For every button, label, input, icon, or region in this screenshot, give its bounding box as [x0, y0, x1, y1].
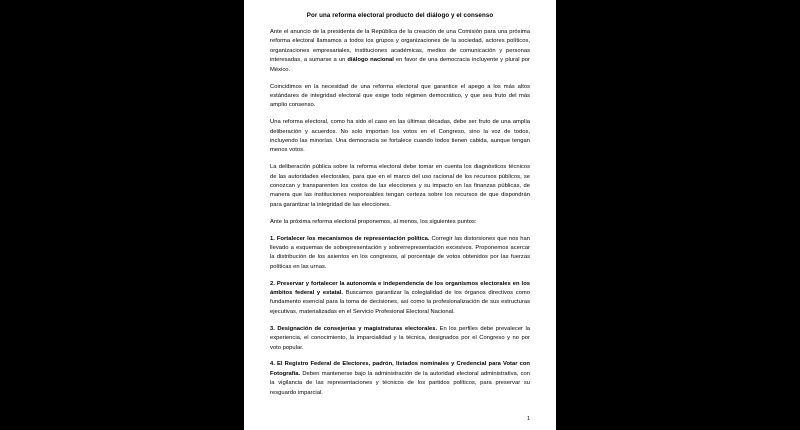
paragraph-text: Corregir las distorsiones que nos han llevado a esquemas de sobrepresentación y sobrerrepresentación excesivos. Proponemos acercar la distribución de los asientos en los congresos, al porcentaje de votos obtenidos por las fuerzas políticas en las urnas. [270, 235, 530, 270]
paragraph-text: en favor de una democracia incluyente y plural por México. [270, 57, 530, 73]
paragraph-text: Una reforma electoral, como ha sido el caso en las últimas décadas, debe ser fruto de una amplia deliberación y acuerdos. No solo importan los votos en el Congreso, sino la voz de todos, incluyendo las minorías. Una democracia se fortalece cuando todos tienen cabida, aunque tengan menos votos. [270, 119, 530, 154]
paragraph-text: Ante el anuncio de la presidenta de la República de la creación de una Comisión para una próxima reforma electoral llamamos a todos los grupos y organizaciones de la sociedad, actores políticos, organizaciones empresariales, instituciones académicas, medios de comunicación y personas interesadas, a sumarse a un [270, 29, 530, 64]
paragraph [270, 360, 530, 398]
paragraph-text: Ante la próxima reforma electoral proponemos, al menos, los siguientes puntos: [270, 218, 477, 225]
document-body [270, 28, 530, 398]
paragraph [270, 325, 530, 353]
paragraph-text: Deben mantenerse bajo la administración de la autoridad electoral administrativa, con la vigilancia de las representaciones y técnicos de los partidos políticos, para preservar su resguardo imparcial. [270, 370, 530, 396]
paragraph-lead-in: 3. Designación de consejerías y magistraturas electorales. [270, 325, 438, 332]
paragraph-lead-in: 4. El Registro Federal de Electores, padrón, listados nominales y Credencial para Votar con Fotografía. [270, 361, 530, 377]
paragraph [270, 218, 530, 227]
paragraph-text: En los perfiles debe prevalecer la experiencia, el conocimiento, la imparcialidad y la técnica, designados por el Congreso y no por voto popular. [270, 325, 531, 351]
paragraph [270, 28, 530, 75]
paragraph [270, 163, 530, 210]
paragraph-lead-in: diálogo nacional [347, 57, 394, 64]
paragraph [270, 235, 530, 273]
paragraph-text: La deliberación pública sobre la reforma electoral debe tomar en cuenta los diagnósticos técnicos de las autoridades electorales, para que en el marco del uso racional de los recursos públicos, se conozcan y transparenten los costos de las elecciones y su impacto en las finanzas públicas, de manera que las instituciones responsables tengan certeza sobre los recursos de que dispondrán para garantizar la integridad de las elecciones. [270, 164, 530, 208]
paragraph-text: Buscamos garantizar la colegialidad de los órganos directivos como fundamento esencial para la toma de decisiones, así como la profesionalización de sus estructuras ejecutivas, materializadas en el Servicio Profesional Electoral Nacional. [270, 290, 530, 315]
paragraph [270, 280, 530, 318]
paragraph [270, 83, 530, 111]
paragraph [270, 118, 530, 156]
paragraph-lead-in: 2. Preservar y fortalecer la autonomía e independencia de los organismos electorales en los ámbitos federal y estatal. [270, 280, 530, 297]
paragraph-lead-in: 1. Fortalecer los mecanismos de representación política. [270, 235, 430, 242]
page-title: Por una reforma electoral producto del diálogo y el consenso [306, 12, 494, 19]
document-page [244, 0, 556, 430]
paragraph-text: Coincidimos en la necesidad de una reforma electoral que garantice el apego a los más altos estándares de integridad electoral que exige todo régimen democrático, y que sea fruto del más amplio consenso. [270, 83, 530, 109]
page-number: 1 [526, 416, 530, 422]
